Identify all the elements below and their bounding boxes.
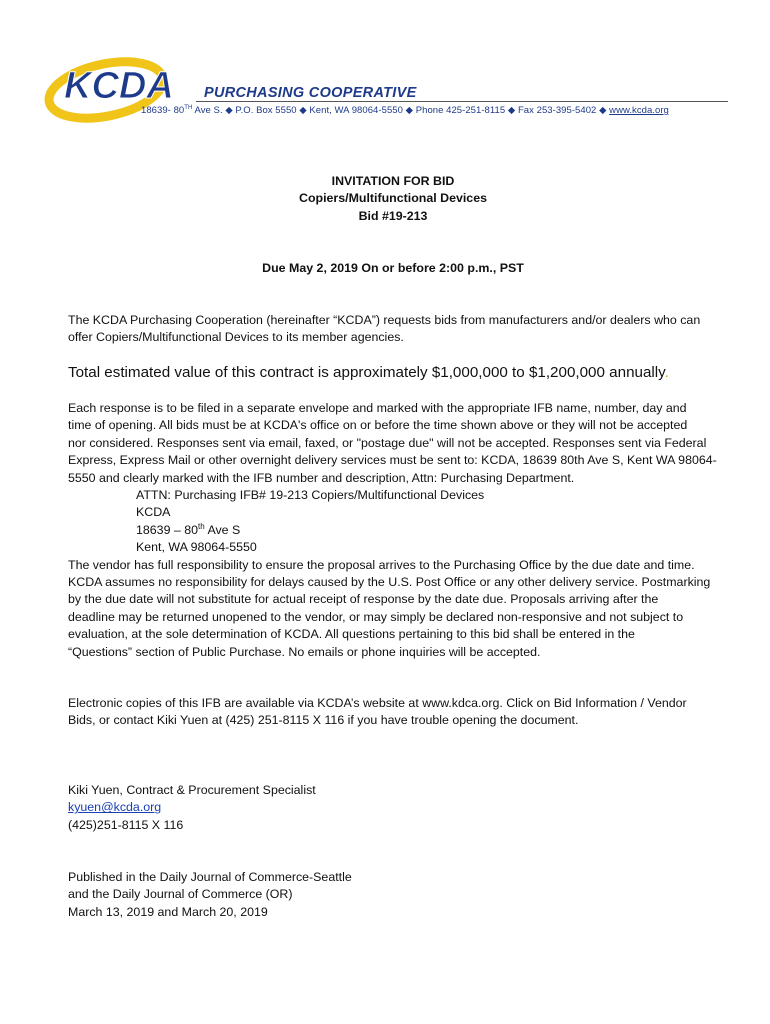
vendor-paragraph: The vendor has full responsibility to ensure the proposal arrives to the Purchasing Office by the due date and time. KCDA assumes no responsibility for delays caused by the U.S. Post Office or any other delivery service. Postmarking by the due date will not substitute for actual receipt of response by the date due. Proposals arriving after the deadline may be returned unopened to the vendor, or may simply be declared non-responsive and not subject to evaluation, at the sole determination of KCDA. All questions pertaining to this bid shall be entered in the “Questions” section of Public Purchase. No emails or phone inquiries will be accepted. [68, 557, 711, 659]
address-city: Kent, WA 98064-5550 [309, 105, 403, 117]
coop-title: PURCHASING COOPERATIVE [204, 85, 417, 101]
mailing-address: ATTN: Purchasing IFB# 19-213 Copiers/Multifunctional Devices KCDA 18639 – 80th Ave S Kent, WA 98064-5550 [136, 488, 485, 555]
heading-subject: Copiers/Multifunctional Devices [299, 191, 487, 206]
due-date: Due May 2, 2019 On or before 2:00 p.m., PST [262, 261, 524, 275]
diamond-icon: ◆ [225, 105, 233, 117]
diamond-icon: ◆ [507, 105, 516, 117]
address-street: 18639- 80TH Ave S. [141, 105, 223, 117]
heading-title: INVITATION FOR BID [331, 174, 455, 188]
logo-text: KCDA [64, 65, 174, 107]
diamond-icon: ◆ [299, 105, 307, 117]
address-line [141, 105, 669, 116]
contact-block [68, 782, 718, 834]
address-phone: Phone 425-251-8115 [415, 105, 506, 117]
contact-email-link[interactable]: kyuen@kcda.org [68, 800, 162, 815]
contact-phone: (425)251-8115 X 116 [68, 817, 184, 832]
electronic-copies-paragraph: Electronic copies of this IFB are available via KCDA’s website at www.kdca.org. Click on Bid Information / Vendor Bids, or contact Kiki Yuen at (425) 251-8115 X 116 if you have trouble opening the document. [68, 696, 687, 728]
address-po: P.O. Box 5550 [235, 105, 297, 117]
address-fax: Fax 253-395-5402 [517, 105, 597, 117]
heading-bid-number: Bid #19-213 [358, 208, 428, 223]
diamond-icon: ◆ [405, 105, 414, 117]
published-block: Published in the Daily Journal of Commerce-Seattle and the Daily Journal of Commerce (OR) March 13, 2019 and March 20, 2019 [68, 870, 352, 919]
contact-name: Kiki Yuen, Contract & Procurement Specialist [68, 783, 316, 797]
header-divider [196, 101, 728, 102]
diamond-icon: ◆ [599, 105, 607, 117]
intro-paragraph: The KCDA Purchasing Cooperation (hereinafter “KCDA”) requests bids from manufacturers and/or dealers who can offer Copiers/Multifunctional Devices to its member agencies. [68, 313, 701, 345]
bid-heading [68, 173, 718, 225]
estimate-statement: Total estimated value of this contract is approximately $1,000,000 to $1,200,000 annually. [68, 364, 669, 381]
website-link[interactable]: www.kcda.org [609, 105, 669, 117]
letterhead [44, 48, 734, 128]
response-paragraph: Each response is to be filed in a separate envelope and marked with the appropriate IFB name, number, day and time of opening. All bids must be at KCDA's office on or before the time shown above or they will not be accepted nor considered. Responses sent via email, faxed, or "postage due" will not be accepted. Responses sent via Federal Express, Express Mail or other overnight delivery services must be sent to: KCDA, 18639 80th Ave S, Kent WA 98064- 5550 and clearly marked with the IFB number and description, Attn: Purchasing Department. ATTN: Purchasing IFB# 19-213 Copiers/Multifunctional Devices KCDA 18639 – 80th Ave S Kent, WA 98064-5550 The vendor has full responsibility to ensure the proposal arrives to the Purchasing Office by the due date and time. KCDA assumes no responsibility for delays caused by the U.S. Post Office or any other delivery service. Postmarking by the due date will not substitute for actual receipt of response by the date due. Proposals arriving after the deadline may be returned unopened to the vendor, or may simply be declared non-responsive and not subject to evaluation, at the sole determination of KCDA. All questions pertaining to this bid shall be entered in the “Questions” section of Public Purchase. No emails or phone inquiries will be accepted. [68, 400, 718, 661]
